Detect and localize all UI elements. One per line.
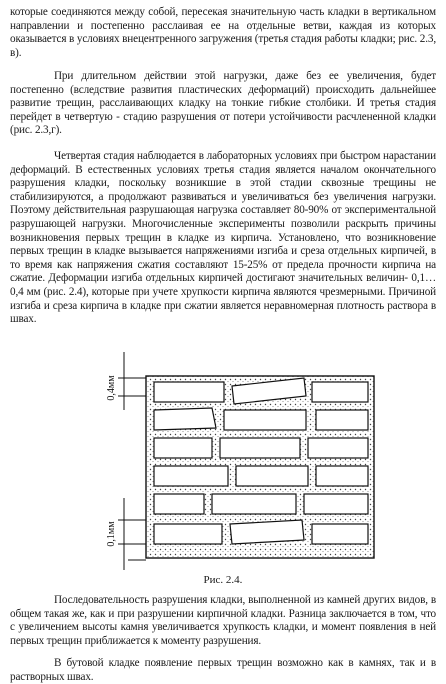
brick (220, 438, 300, 458)
brick (154, 524, 222, 544)
brick (154, 494, 204, 514)
paragraph-2: При длительном действии этой нагрузки, даже без ее увеличения, будет постепенно (вследствие развития пластических деформаций) происходить дальнейшее развитие трещин, расслаивающих кладку на тонкие гибкие столбики. И третья стадия перейдет в четвертую - стадию разрушения от потери устойчивости расчлененной кладки (рис. 2.3,г). (10, 70, 436, 137)
brick (154, 438, 212, 458)
brick (312, 524, 368, 544)
figure-caption: Рис. 2.4. (203, 574, 243, 586)
brick (304, 494, 368, 514)
paragraph-3: Четвертая стадия наблюдается в лабораторных условиях при быстром нарастании деформаций. В естественных условиях третья стадия является началом окончательного разрушения кладки, поскольку возникшие в этой стадии сквозные трещины не стабилизируются, а продолжают развиваться и увеличиваться без увеличения нагрузки. Поэтому действительная разрушающая нагрузка составляет 80-90% от экспериментальной разрушающей нагрузки. Многочисленные эксперименты позволили раскрыть причины возникновения первых трещин в кладке из кирпича. Установлено, что возникновение первых трещин в кладке вызывается напряжениями изгиба и среза отдельных кирпичей, в то время как напряжения сжатия составляют 15-25% от предела прочности кирпича на сжатие. Деформации изгиба отдельных кирпичей достигают значительных величин- 0,1…0,4 мм (рис. 2.4), которые при учете хрупкости кирпича являются чрезмерными. Причиной изгиба и среза кирпича в кладке при сжатии является неравномерная плотность раствора в швах. (10, 150, 436, 326)
brick (312, 382, 368, 402)
dimension-label-top: 0,4мм (106, 375, 117, 401)
brick (316, 466, 368, 486)
brick (236, 466, 308, 486)
brick (224, 410, 306, 430)
deformed-brick (230, 520, 304, 544)
paragraph-5: В бутовой кладке появление первых трещин возможно как в камнях, так и в растворных швах. (10, 657, 436, 683)
masonry-figure (84, 348, 404, 573)
brick (308, 438, 368, 458)
dimension-label-bottom: 0,1мм (106, 521, 117, 547)
brick (212, 494, 296, 514)
brick (316, 410, 368, 430)
paragraph-1: которые соединяются между собой, пересекая значительную часть кладки в вертикальном направлении и постепенно расслаивая ее на отдельные ветви, каждая из которых оказывается в условиях внецентренного загружения (третья стадия работы кладки; рис. 2.3, в). (10, 6, 436, 59)
brick (154, 382, 224, 402)
brick (154, 466, 228, 486)
deformed-brick (154, 408, 216, 430)
paragraph-4: Последовательность разрушения кладки, выполненной из камней других видов, в общем такая же, как и при разрушении кирпичной кладки. Разница заключается в том, что с увеличением высоты камня увеличивается хрупкость кладки, и момент появления в ней первых трещин приближается к моменту разрушения. (10, 594, 436, 647)
